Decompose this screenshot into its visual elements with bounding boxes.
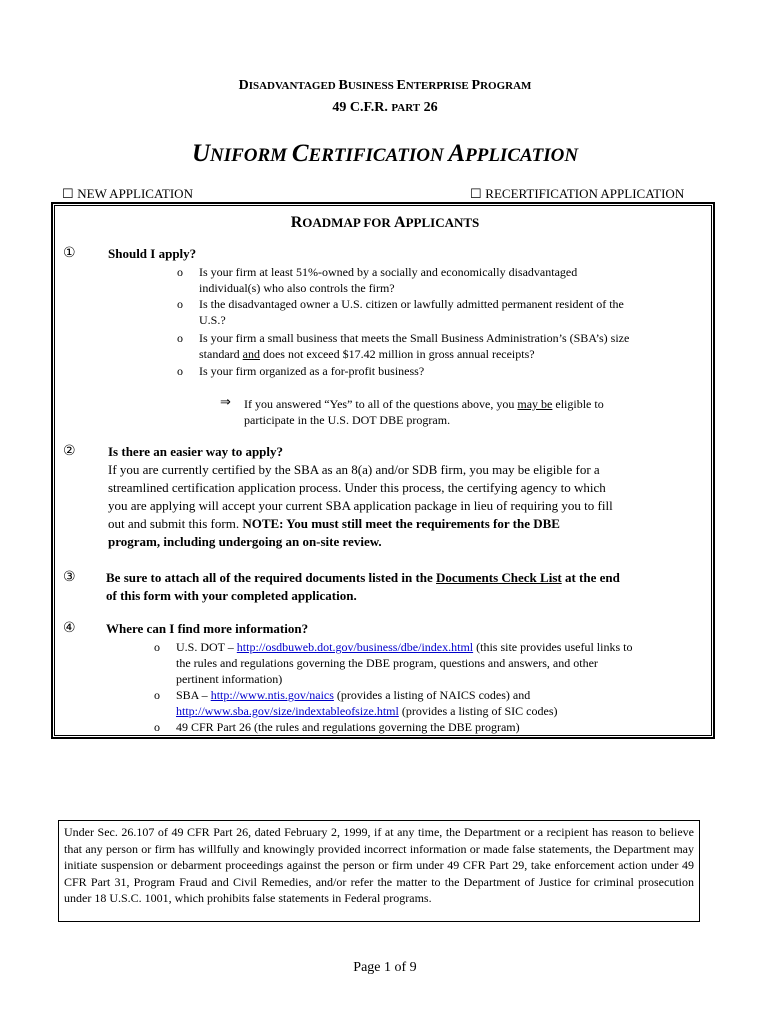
bullet-icon: o <box>177 364 183 378</box>
program-name: DISADVANTAGED BUSINESS ENTERPRISE PROGRAM <box>238 78 532 93</box>
list-item: o Is your firm a small business that meets the Small Business Administration’s (SBA’s) size standard and does not exceed $17.42 million in gross annual receipts? <box>177 331 630 361</box>
roadmap-title: ROADMAP FOR APPLICANTS <box>290 214 480 231</box>
page-number: Page 1 of 9 <box>353 960 417 975</box>
new-application-option[interactable] <box>62 186 193 202</box>
circled-two-icon: ② <box>63 443 76 459</box>
circled-three-icon: ③ <box>63 569 76 585</box>
recertification-application-option[interactable] <box>470 186 684 202</box>
list-item: o Is your firm organized as a for-profit business? <box>177 364 425 378</box>
section-heading: Where can I find more information? <box>106 621 309 636</box>
bullet-icon: o <box>177 331 183 345</box>
list-item: o 49 CFR Part 26 (the rules and regulations governing the DBE program) <box>154 720 520 734</box>
bullet-icon: o <box>154 688 160 702</box>
checkbox-icon[interactable]: ☐ <box>62 186 74 201</box>
sic-size-table-link[interactable]: http://www.sba.gov/size/indextableofsize.html <box>176 704 399 718</box>
section-heading: Should I apply? <box>108 246 197 261</box>
list-item: o Is the disadvantaged owner a U.S. citizen or lawfully admitted permanent resident of the U.S.? <box>177 297 624 327</box>
circled-one-icon: ① <box>63 245 76 261</box>
circled-four-icon: ④ <box>63 620 76 636</box>
page-title: UNIFORM CERTIFICATION APPLICATION <box>191 140 579 167</box>
eligibility-note: If you answered “Yes” to all of the questions above, you may be eligible to participate in the U.S. DOT DBE program. <box>244 397 604 427</box>
bullet-icon: o <box>154 640 160 654</box>
arrow-right-icon: ⇒ <box>220 395 231 410</box>
documents-check-list-ref: Documents Check List <box>436 570 562 585</box>
naics-link[interactable]: http://www.ntis.gov/naics <box>210 688 334 702</box>
bullet-icon: o <box>177 297 183 311</box>
bullet-icon: o <box>177 265 183 279</box>
section-three-text: Be sure to attach all of the required documents listed in the Documents Check List at the end of this form with your completed application. <box>106 570 620 603</box>
dot-dbe-link[interactable]: http://osdbuweb.dot.gov/business/dbe/index.html <box>236 640 474 654</box>
section-two-text: Is there an easier way to apply? If you are currently certified by the SBA as an 8(a) and/or SDB firm, you may be eligible for a streamlined certification application process. Under this process, the certifying agency to which you are applying will accept your current SBA application package in lieu of requiring you to fill out and submit this form. NOTE: You must still meet the requirements for the DBE program, including undergoing an on-site review. <box>108 444 613 549</box>
list-item: o Is your firm at least 51%-owned by a socially and economically disadvantaged individual(s) who also controls the firm? <box>177 265 578 295</box>
new-application-label: NEW APPLICATION <box>77 186 193 201</box>
list-item: o SBA – http://www.ntis.gov/naics (provides a listing of NAICS codes) and http://www.sba.gov/size/indextableofsize.html (provides a listing of SIC codes) <box>154 688 558 718</box>
bullet-icon: o <box>154 720 160 734</box>
cfr-reference: 49 C.F.R. PART 26 <box>332 100 438 115</box>
section-heading: Is there an easier way to apply? <box>108 444 284 459</box>
checkbox-icon[interactable]: ☐ <box>470 186 482 201</box>
list-item: o U.S. DOT – http://osdbuweb.dot.gov/business/dbe/index.html (this site provides useful links to the rules and regulations governing the DBE program, questions and answers, and other pertinent information) <box>154 640 633 686</box>
recertification-application-label: RECERTIFICATION APPLICATION <box>485 186 685 201</box>
legal-notice: Under Sec. 26.107 of 49 CFR Part 26, dated February 2, 1999, if at any time, the Department or a recipient has reason to believe that any person or firm has willfully and knowingly provided incorrect information or made false statements, the Department may initiate suspension or debarment proceedings against the person or firm under 49 CFR Part 29, take enforcement action under 49 CFR Part 31, Program Fraud and Civil Remedies, and/or refer the matter to the Department of Justice for criminal prosecution under 18 U.S.C. 1001, which prohibits false statements in Federal programs. <box>58 820 700 922</box>
